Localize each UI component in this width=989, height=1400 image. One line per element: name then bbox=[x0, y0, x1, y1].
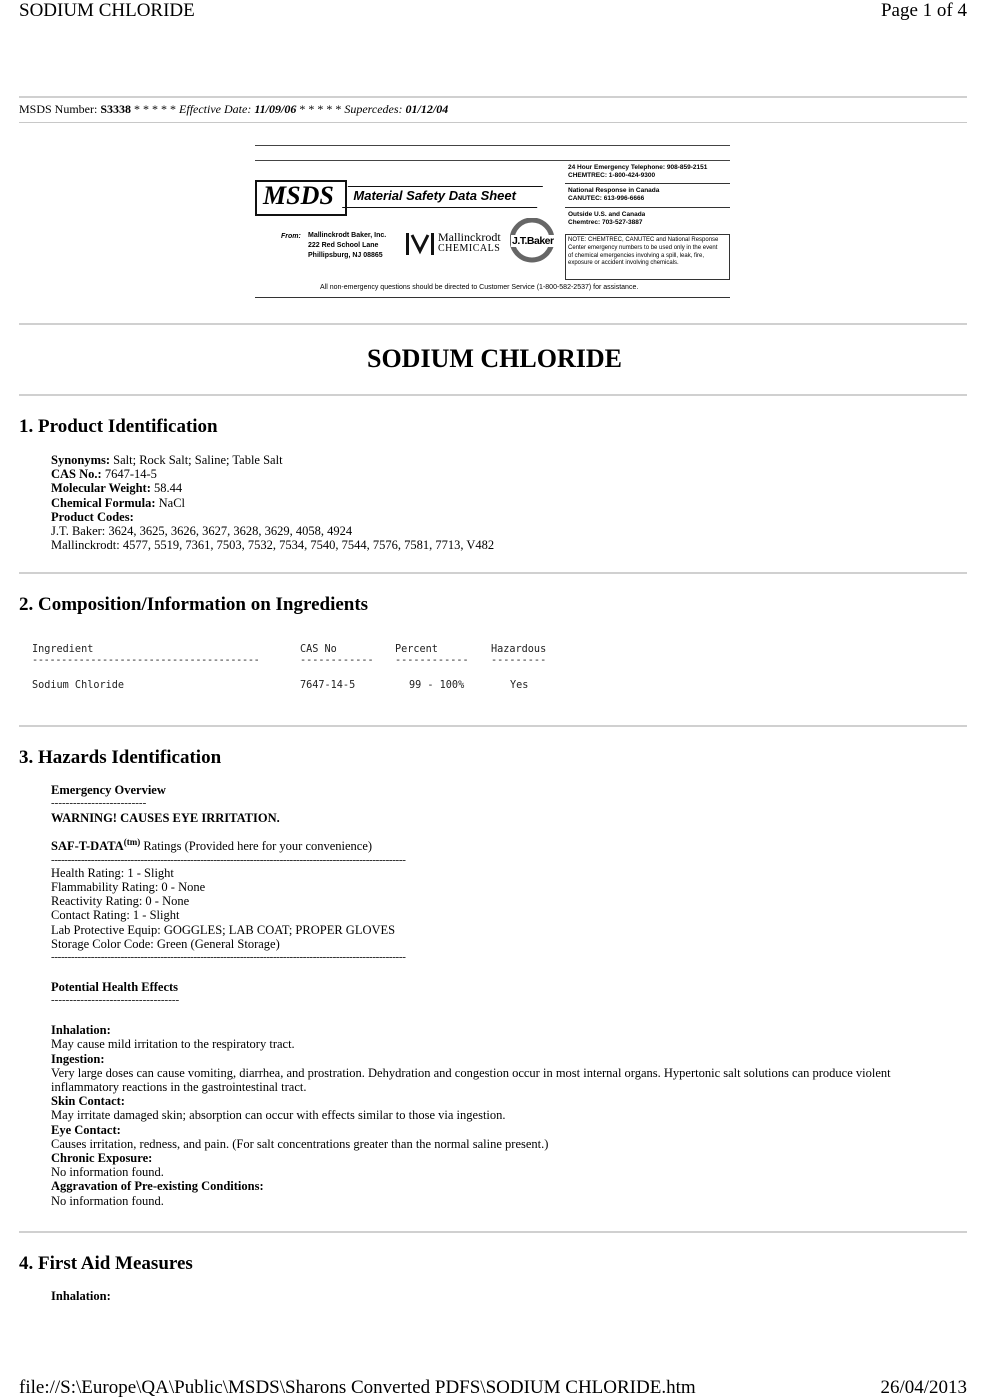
print-footer-path: file://S:\Europe\QA\Public\MSDS\Sharons Converted PDFS\SODIUM CHLORIDE.htm bbox=[19, 1377, 696, 1398]
divider bbox=[19, 725, 967, 727]
section-heading: 2. Composition/Information on Ingredients bbox=[19, 594, 369, 615]
list-item: Reactivity Rating: 0 - None bbox=[51, 894, 190, 909]
msds-number: S3338 bbox=[100, 102, 132, 116]
msds-logo: MSDS bbox=[255, 180, 347, 216]
emergency-phone-block: 24 Hour Emergency Telephone: 908-859-2151 CHEMTREC: 1-800-424-9300 bbox=[568, 164, 708, 179]
section-heading: 1. Product Identification bbox=[19, 416, 218, 437]
list-item: Lab Protective Equip: GOGGLES; LAB COAT; PROPER GLOVES bbox=[51, 922, 396, 937]
divider bbox=[19, 122, 967, 123]
document-title: SODIUM CHLORIDE bbox=[367, 344, 622, 373]
banner-footer: All non-emergency questions should be directed to Customer Service (1-800-582-2537) for assistance. bbox=[320, 284, 639, 291]
outside-phone-block: Outside U.S. and Canada Chemtrec: 703-527-3887 bbox=[568, 211, 646, 226]
list-item: Contact Rating: 1 - Slight bbox=[51, 908, 180, 923]
msds-banner: MSDS Material Safety Data Sheet From: Mallinckrodt Baker, Inc. 222 Red School Lane Phillipsburg, NJ 08865 Mallinckrodt CHEMICALS J.T.Baker 24 Hour Emergency Telephone: 908-859-2151 CHEMTREC: 1-800-424-9300 National Response in Canada CANUTEC: 613-996-6666 Outside U.S. and Canada Chemtrec: 703-527-3887 NOTE: CHEMTREC, CANUTEC and National Response Center emergency numbers to be used only in the event of chemical emergencies involving a spill, leak, fire, exposure or accident involving chemicals. All non-emergency questions should be directed to Customer Service (1-800-582-2537) for assistance. bbox=[255, 145, 730, 300]
list-item: Flammability Rating: 0 - None bbox=[51, 879, 206, 894]
cas-number: 7647-14-5 bbox=[101, 467, 157, 482]
section-heading: 4. First Aid Measures bbox=[19, 1253, 193, 1274]
warning-text: WARNING! CAUSES EYE IRRITATION. bbox=[51, 811, 280, 826]
divider bbox=[19, 1231, 967, 1233]
print-header-title: SODIUM CHLORIDE bbox=[19, 0, 195, 21]
list-item: Health Rating: 1 - Slight bbox=[51, 865, 174, 880]
hazards-identification: Emergency Overview -------------------------- WARNING! CAUSES EYE IRRITATION. SAF-$T-DATA^{(tm)}$ Ratings (Provided here for your convenience) ----------------------------------------------------------------------------------------------------------- Health Rating: 1 - Slight Flammability Rating: 0 - None Reactivity Rating: 0 - None Contact Rating: 1 - Slight Lab Protective Equip: GOGGLES; LAB COAT; PROPER GLOVES Storage Color Code: Green (General Storage) ----------------------------------------------------------------------------------------------------------- Potential Health Effects ----------------------------------- Inhalation: May cause mild irritation to the respiratory tract. Ingestion: Very large doses can cause vomiting, diarrhea, and prostration. Dehydration and congestion occur in most internal organs. Hypertonic salt solutions can produce violent inflammatory reactions in the gastrointestinal tract. Skin Contact: May irritate damaged skin; absorption can occur with effects similar to those via ingestion. Eye Contact: Causes irritation, redness, and pain. (For salt concentrations greater than the normal saline present.) Chronic Exposure: No information found. Aggravation of Pre-existing Conditions: No information found. bbox=[51, 783, 951, 1208]
chemical-formula: NaCl bbox=[155, 495, 186, 510]
divider bbox=[19, 394, 967, 396]
synonyms: Salt; Rock Salt; Saline; Table Salt bbox=[110, 453, 283, 467]
print-header-page: Page 1 of 4 bbox=[880, 0, 967, 21]
section-heading: 3. Hazards Identification bbox=[19, 747, 222, 768]
molecular-weight: 58.44 bbox=[150, 481, 183, 496]
divider bbox=[19, 572, 967, 574]
codes-mallinckrodt: Mallinckrodt: 4577, 5519, 7361, 7503, 7532, 7534, 7540, 7544, 7576, 7581, 7713, V482 bbox=[51, 538, 495, 553]
canada-phone-block: National Response in Canada CANUTEC: 613-996-6666 bbox=[568, 187, 660, 202]
divider bbox=[19, 323, 967, 325]
supercedes-date: 01/12/04 bbox=[405, 102, 449, 116]
list-item: Storage Color Code: Green (General Storage) bbox=[51, 936, 280, 951]
jt-baker-wordmark: J.T.Baker bbox=[512, 235, 554, 247]
effective-date: 11/09/06 bbox=[254, 102, 297, 116]
mallinckrodt-logo-icon bbox=[405, 231, 435, 257]
codes-jtbaker: J.T. Baker: 3624, 3625, 3626, 3627, 3628, 3629, 4058, 4924 bbox=[51, 524, 353, 539]
product-identification: Synonyms: Salt; Rock Salt; Saline; Table Salt CAS No.: 7647-14-5 Molecular Weight: 58.44 Chemical Formula: NaCl Product Codes: J.T. Baker: 3624, 3625, 3626, 3627, 3628, 3629, 4058, 4924 Mallinckrodt: 4577, 5519, 7361, 7503, 7532, 7534, 7540, 7544, 7576, 7581, 7713, V482 bbox=[51, 453, 495, 553]
from-address: Mallinckrodt Baker, Inc. 222 Red School Lane Phillipsburg, NJ 08865 bbox=[308, 232, 387, 259]
msds-number-line: MSDS Number: S3338 * * * * * Effective Date: 11/09/06 * * * * * Supercedes: 01/12/04 bbox=[19, 102, 449, 116]
emergency-note: NOTE: CHEMTREC, CANUTEC and National Response Center emergency numbers to be used only in the event of chemical emergencies involving a spill, leak, fire, exposure or accident involving chemicals. bbox=[565, 234, 730, 280]
print-footer-date: 26/04/2013 bbox=[880, 1377, 967, 1398]
table-row: Sodium Chloride bbox=[32, 680, 125, 691]
divider bbox=[19, 96, 967, 98]
msds-tagline: Material Safety Data Sheet bbox=[353, 188, 516, 203]
